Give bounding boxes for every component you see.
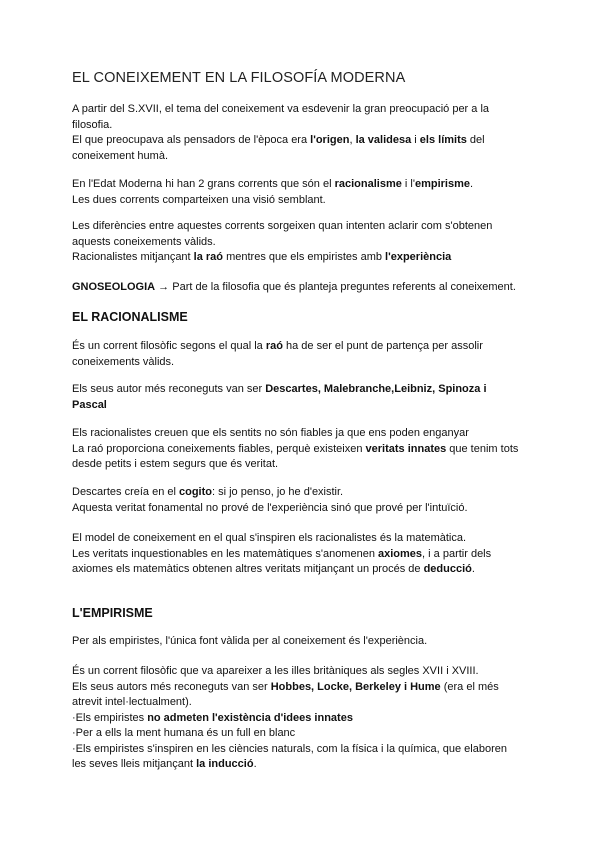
text-line: En l'Edat Moderna hi han 2 grans corrents que són el racionalisme i l'empirisme. bbox=[72, 178, 474, 190]
text-line: Aquesta veritat fonamental no prové de l'experiència sinó que prové per l'intuïció. bbox=[72, 501, 468, 514]
bold-term: veritats innates bbox=[365, 442, 447, 455]
bold-term: axiomes bbox=[378, 547, 423, 560]
bold-term: raó bbox=[265, 340, 283, 352]
bold-term: racionalisme bbox=[334, 178, 402, 190]
text-line: El model de coneixement en el qual s'inspiren els racionalistes és la matemàtica. bbox=[72, 532, 467, 544]
text-line: Les dues corrents comparteixen una visió semblant. bbox=[72, 193, 326, 206]
bold-term: no admeten l'existència d'idees innates bbox=[147, 711, 353, 724]
text-line: Els racionalistes creuen que els sentits no són fiables ja que ens poden enganyar bbox=[72, 427, 469, 439]
text-line: ·Els empiristes no admeten l'existència d'idees innates bbox=[72, 711, 353, 724]
bold-term: Pascal bbox=[72, 398, 107, 411]
bold-term: la validesa bbox=[355, 134, 412, 146]
text-line: les seves lleis mitjançant la inducció. bbox=[72, 758, 257, 770]
text-line: Descartes creía en el cogito: si jo penso, jo he d'existir. bbox=[72, 486, 344, 498]
text-line: GNOSEOLOGIA → Part de la filosofia que és planteja preguntes referents al coneixement. bbox=[72, 281, 516, 293]
text-line: Els seus autors més reconeguts van ser Hobbes, Locke, Berkeley i Hume (era el més bbox=[72, 680, 499, 693]
text-line: atrevit intel·lectualment). bbox=[72, 696, 192, 708]
bold-term: deducció bbox=[423, 563, 472, 575]
bold-term: cogito bbox=[179, 486, 212, 498]
text-line: ·Els empiristes s'inspiren en les ciències naturals, com la física i la química, que elaboren bbox=[72, 742, 507, 755]
section-heading-racionalisme: EL RACIONALISME bbox=[72, 310, 188, 324]
currents-paragraph bbox=[72, 177, 532, 208]
racionalisme-paragraph-1 bbox=[72, 339, 532, 370]
text-line: Racionalistes mitjançant la raó mentres que els empiristes amb l'experiència bbox=[72, 251, 452, 263]
racionalisme-paragraph-2 bbox=[72, 382, 532, 413]
bold-term: els límits bbox=[419, 134, 467, 146]
empirisme-paragraph-1 bbox=[72, 634, 532, 650]
section-heading-empirisme: L'EMPIRISME bbox=[72, 606, 153, 620]
text-line: axiomes els matemàtics obtenen altres veritats mitjançant un procés de deducció. bbox=[72, 563, 475, 575]
racionalisme-paragraph-5 bbox=[72, 531, 532, 578]
differences-paragraph bbox=[72, 219, 532, 266]
bold-term: Hobbes, Locke, Berkeley i Hume bbox=[270, 680, 441, 693]
text-line: Els seus autor més reconeguts van ser Descartes, Malebranche,Leibniz, Spinoza i bbox=[72, 383, 487, 395]
bold-term: l'experiència bbox=[385, 251, 452, 263]
text-line: aquests coneixements vàlids. bbox=[72, 235, 216, 248]
racionalisme-paragraph-4 bbox=[72, 485, 532, 516]
text-line: filosofia. bbox=[72, 118, 113, 131]
gnoseologia-definition bbox=[72, 280, 532, 296]
text-line: Per als empiristes, l'única font vàlida per al coneixement és l'experiència. bbox=[72, 635, 428, 647]
page-title: EL CONEIXEMENT EN LA FILOSOFÍA MODERNA bbox=[72, 70, 406, 86]
text-line: desde petits i estem segurs que és veritat. bbox=[72, 458, 279, 470]
empirisme-paragraph-2 bbox=[72, 664, 532, 773]
bold-term: Descartes, Malebranche,Leibniz, Spinoza i bbox=[265, 383, 487, 395]
racionalisme-paragraph-3 bbox=[72, 426, 532, 473]
text-line: Les veritats inquestionables en les matemàtiques s'anomenen axiomes, i a partir dels bbox=[72, 547, 492, 560]
text-line: El que preocupava als pensadors de l'època era l'origen, la validesa i els límits del bbox=[72, 134, 485, 146]
text-line bbox=[72, 398, 532, 414]
bold-term: la raó bbox=[193, 251, 224, 263]
text-line: Les diferències entre aquestes corrents sorgeixen quan intenten aclarir com s'obtenen bbox=[72, 220, 493, 232]
bold-term: GNOSEOLOGIA bbox=[72, 281, 156, 293]
intro-paragraph bbox=[72, 102, 532, 164]
text-line: coneixement humà. bbox=[72, 149, 168, 162]
text-line: És un corrent filosòfic que va apareixer a les illes britàniques als segles XVII i XVIII. bbox=[72, 665, 479, 677]
text-line: ·Per a ells la ment humana és un full en blanc bbox=[72, 727, 296, 739]
bold-term: empirisme bbox=[414, 178, 470, 190]
text-line: A partir del S.XVII, el tema del coneixement va esdevenir la gran preocupació per a la bbox=[72, 103, 490, 115]
text-line: coneixements vàlids. bbox=[72, 355, 175, 368]
text-line: La raó proporciona coneixements fiables, perquè existeixen veritats innates que tenim tots bbox=[72, 442, 519, 455]
text-line: És un corrent filosòfic segons el qual la raó ha de ser el punt de partença per assolir bbox=[72, 340, 483, 352]
bold-term: l'origen bbox=[310, 134, 350, 146]
bold-term: la inducció bbox=[196, 758, 254, 770]
